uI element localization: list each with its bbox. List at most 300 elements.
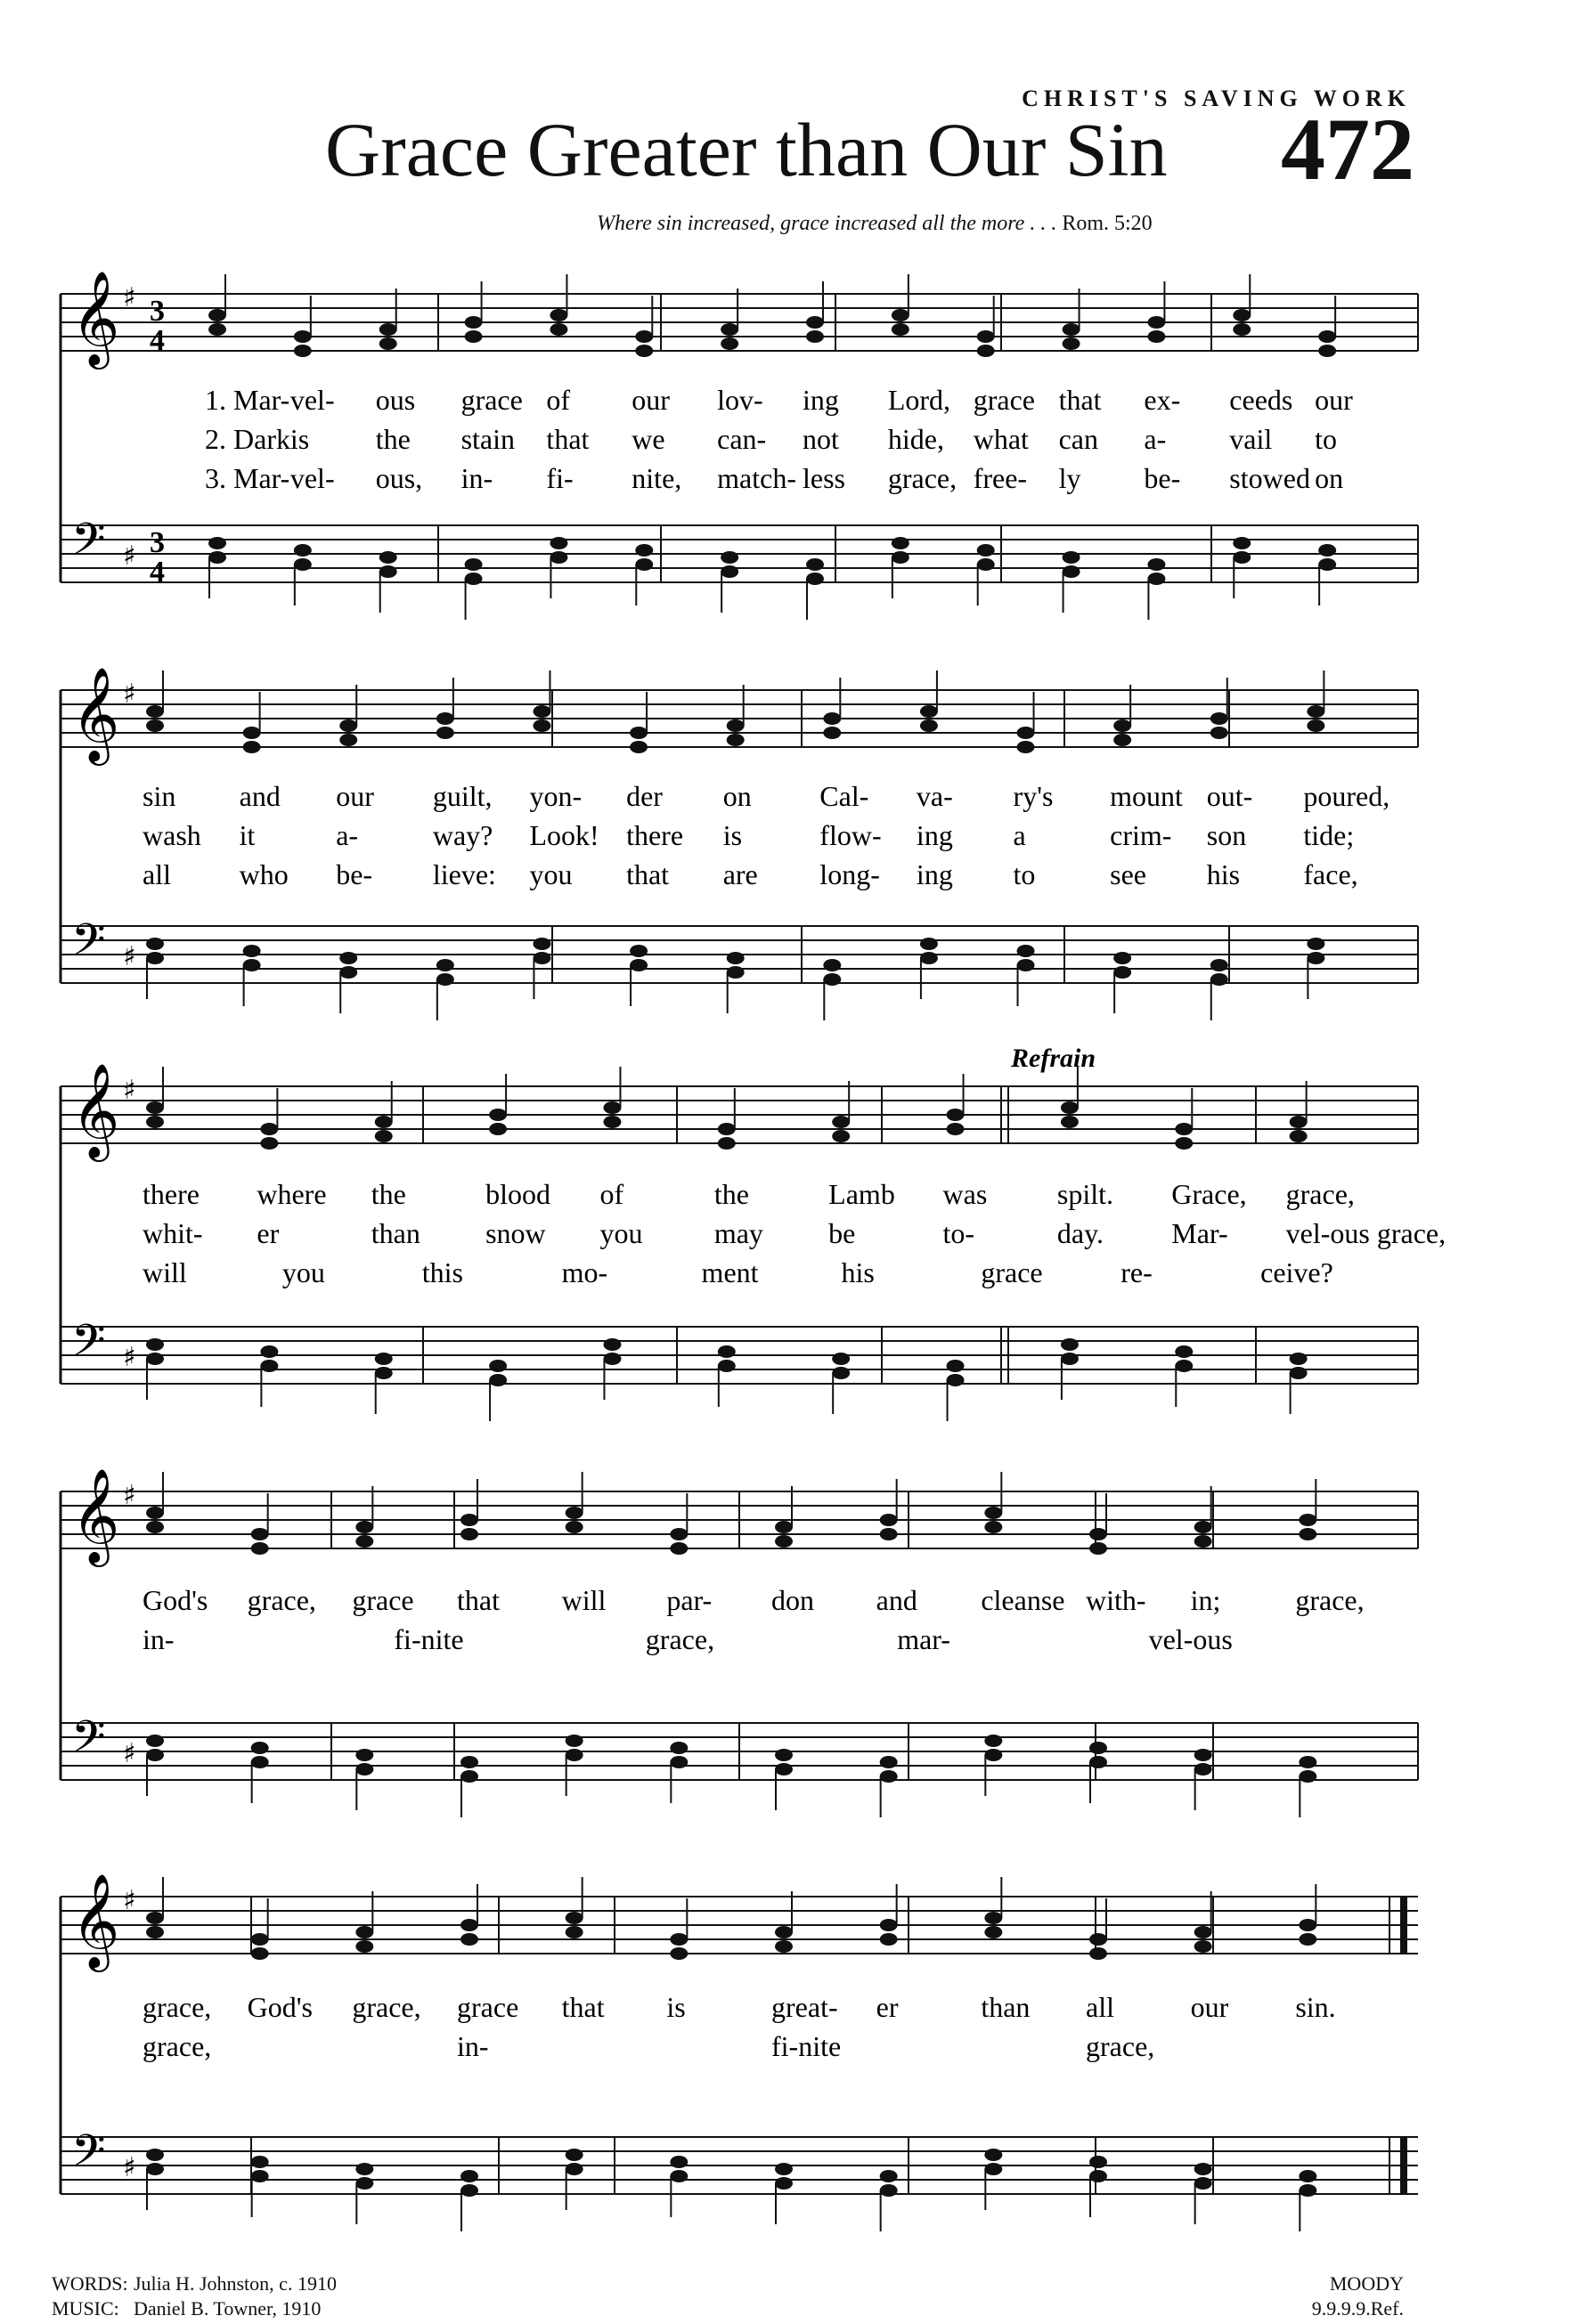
note-head (436, 727, 454, 739)
note-head (533, 719, 550, 732)
note-head (880, 2184, 898, 2197)
music-credit-line (52, 2296, 337, 2321)
key-signature-sharp: ♯ (123, 1885, 136, 1916)
lyric-syllable: be- (336, 858, 373, 890)
lyric-syllable: that (626, 858, 670, 890)
lyric-syllable: great- (771, 1991, 838, 2023)
hymn-title: Grace Greater than Our Sin (325, 107, 1168, 192)
system-5 (61, 1873, 1418, 2231)
note-head (823, 712, 841, 725)
note-head (984, 1507, 1002, 1519)
note-head (1063, 565, 1080, 578)
lyric-syllable: Mar- (1171, 1217, 1228, 1249)
note-head (460, 2184, 478, 2197)
music-credit: Daniel B. Towner, 1910 (134, 2297, 322, 2320)
note-head (603, 1116, 621, 1128)
lyric-syllable: er (876, 1991, 899, 2023)
lyric-syllable: Cal- (819, 780, 869, 812)
note-head (146, 719, 164, 732)
note-head (806, 316, 824, 329)
note-head (146, 1926, 164, 1938)
treble-time-top: 3 (150, 295, 165, 328)
lyric-syllable: in- (460, 462, 493, 494)
lyric-syllable: wash (143, 819, 201, 851)
lyric-syllable: you (529, 858, 573, 890)
note-head (718, 1123, 736, 1135)
key-signature-sharp: ♯ (123, 2152, 136, 2183)
note-head (1063, 323, 1080, 336)
note-head (339, 966, 357, 979)
lyric-syllable: stain (460, 423, 516, 455)
lyric-syllable: va- (916, 780, 953, 812)
lyric-syllable: ceive? (1260, 1256, 1333, 1288)
lyric-syllable: that (457, 1584, 500, 1616)
note-head (670, 1542, 688, 1555)
key-signature-sharp: ♯ (123, 679, 136, 710)
note-head (832, 1130, 850, 1142)
note-head (1210, 712, 1228, 725)
note-head (1194, 1521, 1212, 1533)
note-head (208, 537, 226, 549)
lyric-syllable: on (1315, 462, 1344, 494)
note-head (880, 1514, 898, 1526)
lyric-syllable: long- (819, 858, 880, 890)
note-head (984, 1912, 1002, 1924)
note-head (460, 1919, 478, 1931)
note-head (566, 1735, 583, 1747)
treble-clef: 𝄞 (71, 1873, 120, 1968)
note-head (1233, 309, 1251, 321)
note-head (550, 323, 567, 336)
scripture-text: Where sin increased, grace increased all the more . . . (597, 212, 1057, 235)
note-head (806, 558, 824, 571)
note-head (251, 2156, 269, 2168)
note-head (260, 1123, 278, 1135)
note-head (635, 345, 653, 357)
lyric-syllable: grace (352, 1584, 414, 1616)
words-label: WORDS: (52, 2272, 128, 2295)
note-head (880, 1770, 898, 1783)
note-head (984, 1521, 1002, 1533)
note-head (1061, 1101, 1079, 1114)
lyric-syllable: can- (717, 423, 767, 455)
note-head (533, 705, 550, 718)
note-head (339, 734, 357, 746)
note-head (721, 551, 738, 564)
note-head (603, 1101, 621, 1114)
note-head (775, 1763, 793, 1776)
note-head (1318, 544, 1336, 557)
note-head (375, 1353, 393, 1365)
lyric-syllable: crim- (1110, 819, 1172, 851)
note-head (1089, 1947, 1107, 1960)
note-head (1194, 1535, 1212, 1548)
note-head (920, 719, 938, 732)
lyric-syllable: a- (336, 819, 359, 851)
lyric-syllable: ous, (375, 462, 423, 494)
note-head (1061, 1338, 1079, 1351)
note-head (727, 966, 745, 979)
system-3 (61, 1044, 1446, 1421)
note-head (379, 337, 397, 350)
lyric-syllable: grace, (887, 462, 957, 494)
note-head (947, 1109, 965, 1121)
lyric-syllable: there (626, 819, 684, 851)
note-head (630, 727, 648, 739)
bass-clef: 𝄢 (71, 514, 106, 576)
lyric-syllable: are (722, 858, 758, 890)
note-head (721, 337, 738, 350)
lyric-syllable: to- (942, 1217, 975, 1249)
note-head (721, 323, 738, 336)
lyric-syllable: all (1086, 1991, 1114, 2023)
lyric-syllable: Lamb (828, 1178, 895, 1210)
music-label: MUSIC: (52, 2297, 119, 2320)
lyric-syllable: his (1206, 858, 1241, 890)
lyric-syllable: fi-nite (771, 2030, 842, 2062)
note-head (1089, 1933, 1107, 1946)
note-head (146, 2149, 164, 2161)
lyric-syllable: don (771, 1584, 814, 1616)
note-head (251, 1742, 269, 1754)
lyric-syllable: will (561, 1584, 607, 1616)
note-head (355, 1763, 373, 1776)
note-head (1299, 1514, 1316, 1526)
note-head (727, 734, 745, 746)
note-head (465, 330, 483, 343)
note-head (727, 719, 745, 732)
note-head (1318, 345, 1336, 357)
lyric-syllable: was (942, 1178, 988, 1210)
lyric-syllable: guilt, (432, 780, 493, 812)
note-head (146, 1116, 164, 1128)
note-head (465, 573, 483, 585)
note-head (146, 952, 164, 964)
note-head (823, 959, 841, 971)
lyric-syllable: ing (916, 858, 953, 890)
note-head (775, 1535, 793, 1548)
note-head (1307, 952, 1324, 964)
note-head (832, 1367, 850, 1379)
lyric-syllable: a (1013, 819, 1026, 851)
lyric-syllable: stowed (1229, 462, 1310, 494)
lyric-syllable: der (626, 780, 663, 812)
note-head (146, 1521, 164, 1533)
lyric-syllable: who (239, 858, 289, 890)
note-head (775, 1926, 793, 1938)
note-head (294, 345, 312, 357)
note-head (670, 2156, 688, 2168)
note-head (465, 316, 483, 329)
note-head (1194, 2177, 1212, 2190)
note-head (1290, 1367, 1308, 1379)
note-head (823, 973, 841, 986)
lyric-syllable: poured, (1303, 780, 1390, 812)
key-signature-sharp: ♯ (123, 282, 136, 313)
lyric-syllable: and (239, 780, 281, 812)
lyric-syllable: our (632, 384, 670, 416)
lyric-syllable: the (375, 423, 411, 455)
note-head (436, 959, 454, 971)
note-head (146, 1507, 164, 1519)
lyric-syllable: than (981, 1991, 1031, 2023)
lyric-syllable: ly (1058, 462, 1081, 494)
lyric-syllable: be (828, 1217, 856, 1249)
lyric-syllable: that (1058, 384, 1102, 416)
lyric-syllable: that (561, 1991, 605, 2023)
lyric-syllable: ment (701, 1256, 759, 1288)
lyric-syllable: free- (973, 462, 1028, 494)
note-head (146, 1353, 164, 1365)
note-head (1089, 1542, 1107, 1555)
note-head (1113, 734, 1131, 746)
hymn-number: 472 (1281, 100, 1414, 199)
note-head (1113, 966, 1131, 979)
note-head (880, 1933, 898, 1946)
lyric-syllable: Grace, (1171, 1178, 1247, 1210)
lyric-syllable: son (1206, 819, 1247, 851)
treble-clef: 𝄞 (71, 1062, 120, 1158)
note-head (892, 309, 909, 321)
words-credit-line (52, 2271, 337, 2296)
note-head (550, 537, 567, 549)
note-head (1210, 973, 1228, 986)
note-head (460, 1756, 478, 1768)
words-credit: Julia H. Johnston, c. 1910 (134, 2272, 337, 2295)
music-systems (61, 270, 1446, 2231)
note-head (630, 945, 648, 957)
note-head (1061, 1353, 1079, 1365)
note-head (977, 345, 995, 357)
note-head (1318, 558, 1336, 571)
note-head (775, 1749, 793, 1761)
note-head (670, 1756, 688, 1768)
note-head (1233, 551, 1251, 564)
note-head (832, 1116, 850, 1128)
note-head (251, 1528, 269, 1540)
note-head (1194, 1940, 1212, 1953)
section-heading: CHRIST'S SAVING WORK (1022, 85, 1411, 111)
treble-clef: 𝄞 (71, 666, 120, 761)
note-head (977, 330, 995, 343)
lyric-syllable: where (257, 1178, 327, 1210)
note-head (1089, 1528, 1107, 1540)
note-head (1061, 1116, 1079, 1128)
note-head (208, 309, 226, 321)
note-head (243, 741, 261, 753)
note-head (566, 1926, 583, 1938)
note-head (1089, 2170, 1107, 2182)
lyric-syllable: grace, (645, 1623, 715, 1655)
note-head (566, 2149, 583, 2161)
lyric-syllable: snow (485, 1217, 546, 1249)
note-head (1147, 316, 1165, 329)
lyric-syllable: mar- (897, 1623, 950, 1655)
lyric-syllable: our (1190, 1991, 1229, 2023)
note-head (977, 544, 995, 557)
note-head (892, 323, 909, 336)
lyric-syllable: grace, (352, 1991, 421, 2023)
lyric-syllable: grace, (247, 1584, 316, 1616)
lyric-syllable: grace (457, 1991, 519, 2023)
lyric-syllable: vel- (289, 462, 335, 494)
note-head (1147, 573, 1165, 585)
note-head (920, 705, 938, 718)
note-head (208, 551, 226, 564)
lyric-syllable: mount (1110, 780, 1183, 812)
lyric-syllable: what (973, 423, 1029, 455)
lyric-syllable: you (599, 1217, 643, 1249)
note-head (251, 1947, 269, 1960)
note-head (260, 1137, 278, 1150)
note-head (1307, 719, 1324, 732)
note-head (670, 1947, 688, 1960)
lyric-syllable: and (876, 1584, 917, 1616)
lyric-syllable: be- (1144, 462, 1181, 494)
lyric-syllable: ous (375, 384, 416, 416)
final-barline (1400, 1897, 1407, 1954)
lyric-syllable: on (722, 780, 752, 812)
meter: 9.9.9.9.Ref. (1311, 2297, 1404, 2320)
note-head (566, 1507, 583, 1519)
note-head (1299, 1933, 1316, 1946)
note-head (806, 573, 824, 585)
note-head (550, 309, 567, 321)
note-head (460, 1528, 478, 1540)
note-head (892, 537, 909, 549)
lyric-syllable: of (546, 384, 571, 416)
credits (52, 2271, 337, 2321)
note-head (251, 1756, 269, 1768)
note-head (355, 2163, 373, 2175)
note-head (489, 1123, 507, 1135)
lyric-syllable: we (632, 423, 665, 455)
treble-time-bottom: 4 (150, 324, 165, 357)
note-head (775, 1940, 793, 1953)
note-head (721, 565, 738, 578)
note-head (832, 1353, 850, 1365)
note-head (1307, 938, 1324, 950)
lyric-syllable: with- (1086, 1584, 1146, 1616)
lyric-syllable: God's (247, 1991, 313, 2023)
key-signature-sharp: ♯ (123, 1342, 136, 1373)
lyric-syllable: re- (1120, 1256, 1153, 1288)
note-head (630, 959, 648, 971)
bass-time-bottom: 4 (150, 556, 165, 589)
lyric-syllable: lov- (717, 384, 763, 416)
note-head (208, 323, 226, 336)
note-head (146, 938, 164, 950)
note-head (1233, 323, 1251, 336)
note-head (566, 2163, 583, 2175)
note-head (1017, 959, 1035, 971)
lyric-syllable: way? (432, 819, 493, 851)
note-head (1017, 945, 1035, 957)
note-head (436, 973, 454, 986)
lyric-syllable: ex- (1144, 384, 1181, 416)
note-head (823, 727, 841, 739)
final-barline (1400, 2137, 1407, 2194)
bass-clef: 𝄢 (71, 1315, 106, 1377)
note-head (355, 1926, 373, 1938)
lyric-syllable: to (1013, 858, 1036, 890)
lyric-syllable: blood (485, 1178, 550, 1210)
note-head (251, 2170, 269, 2182)
note-head (630, 741, 648, 753)
lyric-syllable: fi- (546, 462, 574, 494)
lyric-syllable: Lord, (887, 384, 951, 416)
lyric-syllable: flow- (819, 819, 882, 851)
note-head (670, 2170, 688, 2182)
lyric-syllable: spilt. (1056, 1178, 1114, 1210)
lyric-syllable: match- (717, 462, 796, 494)
note-head (1299, 1528, 1316, 1540)
lyric-syllable: yon- (529, 780, 583, 812)
note-head (146, 705, 164, 718)
lyric-syllable: grace (460, 384, 523, 416)
lyric-syllable: is (289, 423, 310, 455)
lyric-syllable: to (1315, 423, 1338, 455)
note-head (251, 1933, 269, 1946)
lyric-syllable: our (336, 780, 374, 812)
note-head (984, 1749, 1002, 1761)
lyric-syllable: grace (973, 384, 1035, 416)
refrain-label: Refrain (1011, 1044, 1096, 1073)
lyric-syllable: vail (1229, 423, 1273, 455)
note-head (460, 1514, 478, 1526)
note-head (1175, 1345, 1193, 1358)
note-head (375, 1116, 393, 1128)
note-head (375, 1130, 393, 1142)
lyric-syllable: sin. (1295, 1991, 1336, 2023)
note-head (489, 1374, 507, 1386)
lyric-syllable: see (1110, 858, 1147, 890)
note-head (1194, 1749, 1212, 1761)
key-signature-sharp: ♯ (123, 1075, 136, 1106)
note-head (1299, 1919, 1316, 1931)
note-head (603, 1353, 621, 1365)
key-signature-sharp: ♯ (123, 1738, 136, 1769)
note-head (920, 938, 938, 950)
note-head (880, 1756, 898, 1768)
lyric-syllable: it (239, 819, 256, 851)
lyric-syllable: all (143, 858, 171, 890)
note-head (1299, 1770, 1316, 1783)
tune-info (1312, 2271, 1404, 2321)
note-head (243, 727, 261, 739)
lyric-syllable: 3. Mar- (205, 462, 290, 494)
note-head (1194, 2163, 1212, 2175)
lyric-syllable: day. (1056, 1217, 1104, 1249)
note-head (355, 1940, 373, 1953)
key-signature-sharp: ♯ (123, 1480, 136, 1511)
note-head (355, 1535, 373, 1548)
note-head (355, 1521, 373, 1533)
lyric-syllable: hide, (887, 423, 944, 455)
treble-clef: 𝄞 (71, 1467, 120, 1563)
note-head (670, 1528, 688, 1540)
note-head (379, 565, 397, 578)
note-head (727, 952, 745, 964)
note-head (1175, 1137, 1193, 1150)
note-head (1210, 959, 1228, 971)
lyric-syllable: in- (457, 2030, 489, 2062)
lyric-syllable: less (803, 462, 845, 494)
lyric-syllable: grace (981, 1256, 1043, 1288)
note-head (1290, 1130, 1308, 1142)
lyric-syllable: ing (803, 384, 839, 416)
lyric-syllable: 2. Dark (205, 423, 290, 455)
